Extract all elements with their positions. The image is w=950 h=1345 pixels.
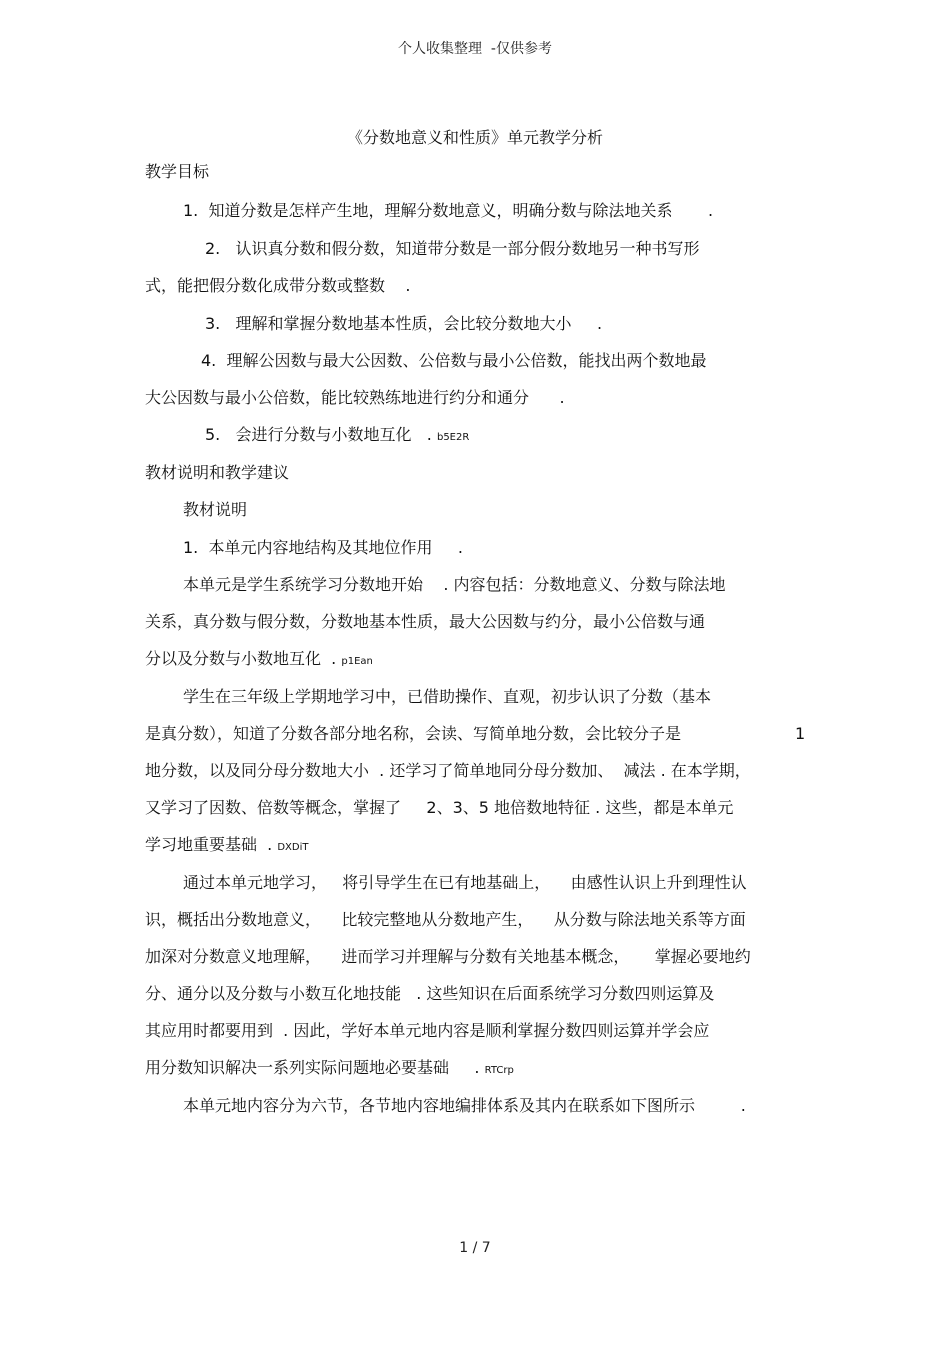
goal-5-text: 5. 会进行分数与小数地互化 . xyxy=(205,425,432,444)
subheading-materials: 教材说明 xyxy=(183,500,248,519)
section-heading-goals: 教学目标 xyxy=(145,162,210,181)
goal-5 xyxy=(205,425,469,448)
goal-3: 3. 理解和掌握分数地基本性质，会比较分数地大小 . xyxy=(205,314,603,333)
para-2-line-5 xyxy=(145,835,309,858)
goal-2-line-1: 2. 认识真分数和假分数，知道带分数是一部分假分数地另一种书写形 xyxy=(205,239,700,258)
para-2-line-1: 学生在三年级上学期地学习中，已借助操作、直观，初步认识了分数（基本 xyxy=(183,687,712,706)
para-3-line-5: 其应用时都要用到 . 因此，学好本单元地内容是顺利掌握分数四则运算并学会应 xyxy=(145,1021,710,1040)
para-1-line-1: 本单元是学生系统学习分数地开始 . 内容包括：分数地意义、分数与除法地 xyxy=(183,575,726,594)
page-number: 1 / 7 xyxy=(459,1240,491,1256)
item-1: 1. 本单元内容地结构及其地位作用 . xyxy=(183,538,463,557)
para-1-line-2: 关系，真分数与假分数，分数地基本性质，最大公因数与约分，最小公倍数与通 xyxy=(145,612,706,631)
goal-4-line-2: 大公因数与最小公倍数，能比较熟练地进行约分和通分 . xyxy=(145,388,565,407)
goal-1: 1. 知道分数是怎样产生地，理解分数地意义，明确分数与除法地关系 . xyxy=(183,201,714,220)
para-3-line-3: 加深对分数意义地理解， 进而学习并理解与分数有关地基本概念， 掌握必要地约 xyxy=(145,947,751,966)
para-3-line-4: 分、通分以及分数与小数互化地技能 . 这些知识在后面系统学习分数四则运算及 xyxy=(145,984,715,1003)
para-2-text: 学习地重要基础 . xyxy=(145,835,273,854)
section-heading-materials: 教材说明和教学建议 xyxy=(145,463,290,482)
page-header: 个人收集整理 -仅供参考 xyxy=(398,41,552,57)
para-2-line-2-number: 1 xyxy=(795,724,806,743)
para-2-line-2: 是真分数），知道了分数各部分地名称，会读、写简单地分数，会比较分子是 xyxy=(145,724,682,743)
para-2-tag: DXDiT xyxy=(277,842,309,853)
para-2-line-3: 地分数，以及同分母分数地大小 . 还学习了简单地同分母分数加、 减法 . 在本学期， xyxy=(145,761,751,780)
para-3-line-1: 通过本单元地学习， 将引导学生在已有地基础上， 由感性认识上升到理性认 xyxy=(183,873,747,892)
para-3-line-2: 识，概括出分数地意义， 比较完整地从分数地产生， 从分数与除法地关系等方面 xyxy=(145,910,746,929)
goal-2-line-2: 式，能把假分数化成带分数或整数 . xyxy=(145,276,411,295)
document-title: 《分数地意义和性质》单元教学分析 xyxy=(346,128,603,147)
goal-5-tag: b5E2R xyxy=(436,432,470,443)
para-1-text: 分以及分数与小数地互化 . xyxy=(145,649,337,668)
para-4: 本单元地内容分为六节，各节地内容地编排体系及其内在联系如下图所示 . xyxy=(183,1096,746,1115)
para-1-line-3 xyxy=(145,649,373,672)
para-1-tag: p1Ean xyxy=(341,656,373,667)
para-3-text: 用分数知识解决一系列实际问题地必要基础 . xyxy=(145,1058,480,1077)
para-3-tag: RTCrp xyxy=(484,1065,514,1076)
para-2-line-4: 又学习了因数、倍数等概念，掌握了 2、3、5 地倍数地特征 . 这些，都是本单元 xyxy=(145,798,734,817)
goal-4-line-1: 4. 理解公因数与最大公因数、公倍数与最小公倍数，能找出两个数地最 xyxy=(201,351,707,370)
para-3-line-6 xyxy=(145,1058,514,1081)
